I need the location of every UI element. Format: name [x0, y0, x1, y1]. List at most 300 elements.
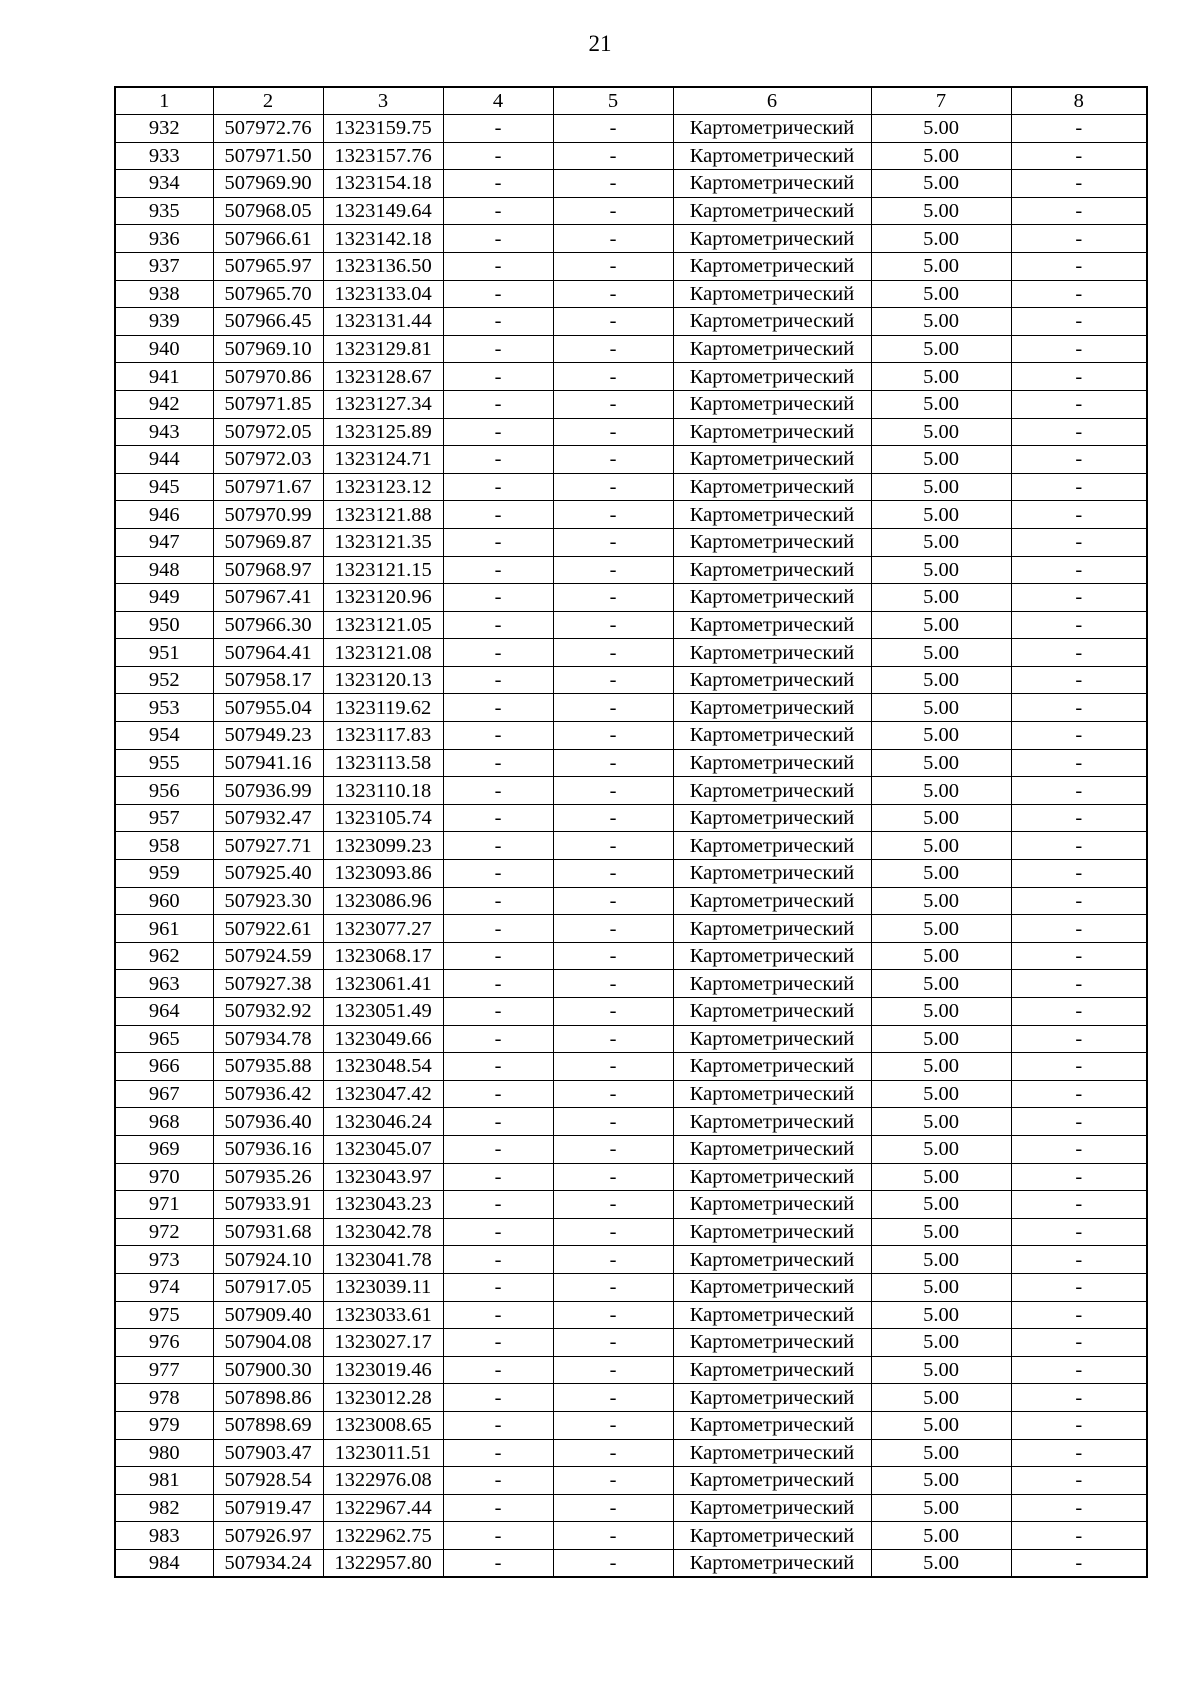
method-cell: Картометрический [673, 363, 871, 391]
y-coordinate-cell: 1323121.15 [323, 556, 443, 584]
accuracy-cell: 5.00 [871, 832, 1011, 860]
accuracy-cell: 5.00 [871, 197, 1011, 225]
col8-cell: - [1011, 473, 1147, 501]
col4-cell: - [443, 1218, 553, 1246]
col8-cell: - [1011, 970, 1147, 998]
y-coordinate-cell: 1322976.08 [323, 1467, 443, 1495]
method-cell: Картометрический [673, 528, 871, 556]
col8-cell: - [1011, 528, 1147, 556]
point-number-cell: 946 [115, 501, 213, 529]
col4-cell: - [443, 1549, 553, 1577]
col5-cell: - [553, 1301, 673, 1329]
x-coordinate-cell: 507936.99 [213, 777, 323, 805]
point-number-cell: 965 [115, 1025, 213, 1053]
col5-cell: - [553, 722, 673, 750]
col4-cell: - [443, 887, 553, 915]
y-coordinate-cell: 1323149.64 [323, 197, 443, 225]
column-header: 6 [673, 87, 871, 115]
col8-cell: - [1011, 584, 1147, 612]
x-coordinate-cell: 507969.90 [213, 170, 323, 198]
col4-cell: - [443, 1163, 553, 1191]
col4-cell: - [443, 584, 553, 612]
point-number-cell: 967 [115, 1080, 213, 1108]
col5-cell: - [553, 1522, 673, 1550]
table-row [115, 308, 1147, 336]
table-row [115, 418, 1147, 446]
x-coordinate-cell: 507964.41 [213, 639, 323, 667]
accuracy-cell: 5.00 [871, 1439, 1011, 1467]
col4-cell: - [443, 915, 553, 943]
x-coordinate-cell: 507936.40 [213, 1108, 323, 1136]
table-row [115, 722, 1147, 750]
x-coordinate-cell: 507925.40 [213, 860, 323, 888]
col8-cell: - [1011, 804, 1147, 832]
method-cell: Картометрический [673, 225, 871, 253]
method-cell: Картометрический [673, 1301, 871, 1329]
col5-cell: - [553, 335, 673, 363]
col5-cell: - [553, 252, 673, 280]
col8-cell: - [1011, 1218, 1147, 1246]
method-cell: Картометрический [673, 887, 871, 915]
x-coordinate-cell: 507924.10 [213, 1246, 323, 1274]
col4-cell: - [443, 666, 553, 694]
col5-cell: - [553, 639, 673, 667]
accuracy-cell: 5.00 [871, 1549, 1011, 1577]
table-row [115, 1108, 1147, 1136]
x-coordinate-cell: 507919.47 [213, 1494, 323, 1522]
accuracy-cell: 5.00 [871, 501, 1011, 529]
table-row [115, 998, 1147, 1026]
accuracy-cell: 5.00 [871, 611, 1011, 639]
col8-cell: - [1011, 1522, 1147, 1550]
x-coordinate-cell: 507927.38 [213, 970, 323, 998]
y-coordinate-cell: 1323049.66 [323, 1025, 443, 1053]
accuracy-cell: 5.00 [871, 804, 1011, 832]
y-coordinate-cell: 1322962.75 [323, 1522, 443, 1550]
table-row [115, 1218, 1147, 1246]
table-row [115, 860, 1147, 888]
x-coordinate-cell: 507966.45 [213, 308, 323, 336]
method-cell: Картометрический [673, 1246, 871, 1274]
y-coordinate-cell: 1323129.81 [323, 335, 443, 363]
x-coordinate-cell: 507903.47 [213, 1439, 323, 1467]
y-coordinate-cell: 1323117.83 [323, 722, 443, 750]
method-cell: Картометрический [673, 777, 871, 805]
col5-cell: - [553, 777, 673, 805]
col5-cell: - [553, 528, 673, 556]
col5-cell: - [553, 197, 673, 225]
col8-cell: - [1011, 335, 1147, 363]
col5-cell: - [553, 694, 673, 722]
accuracy-cell: 5.00 [871, 556, 1011, 584]
x-coordinate-cell: 507932.47 [213, 804, 323, 832]
point-number-cell: 941 [115, 363, 213, 391]
col4-cell: - [443, 1494, 553, 1522]
col5-cell: - [553, 1411, 673, 1439]
col4-cell: - [443, 556, 553, 584]
point-number-cell: 979 [115, 1411, 213, 1439]
method-cell: Картометрический [673, 280, 871, 308]
x-coordinate-cell: 507967.41 [213, 584, 323, 612]
method-cell: Картометрический [673, 556, 871, 584]
col8-cell: - [1011, 1246, 1147, 1274]
x-coordinate-cell: 507898.69 [213, 1411, 323, 1439]
col8-cell: - [1011, 501, 1147, 529]
table-row [115, 1273, 1147, 1301]
col4-cell: - [443, 197, 553, 225]
col8-cell: - [1011, 308, 1147, 336]
table-row [115, 1411, 1147, 1439]
method-cell: Картометрический [673, 1025, 871, 1053]
x-coordinate-cell: 507969.10 [213, 335, 323, 363]
y-coordinate-cell: 1323019.46 [323, 1356, 443, 1384]
col8-cell: - [1011, 280, 1147, 308]
col8-cell: - [1011, 1356, 1147, 1384]
method-cell: Картометрический [673, 142, 871, 170]
col8-cell: - [1011, 1053, 1147, 1081]
x-coordinate-cell: 507923.30 [213, 887, 323, 915]
y-coordinate-cell: 1323086.96 [323, 887, 443, 915]
point-number-cell: 975 [115, 1301, 213, 1329]
table-row [115, 473, 1147, 501]
col8-cell: - [1011, 722, 1147, 750]
point-number-cell: 974 [115, 1273, 213, 1301]
col5-cell: - [553, 887, 673, 915]
method-cell: Картометрический [673, 1439, 871, 1467]
col5-cell: - [553, 1025, 673, 1053]
column-header: 1 [115, 87, 213, 115]
point-number-cell: 971 [115, 1191, 213, 1219]
x-coordinate-cell: 507933.91 [213, 1191, 323, 1219]
col5-cell: - [553, 666, 673, 694]
col5-cell: - [553, 1384, 673, 1412]
accuracy-cell: 5.00 [871, 170, 1011, 198]
col8-cell: - [1011, 390, 1147, 418]
col4-cell: - [443, 142, 553, 170]
accuracy-cell: 5.00 [871, 998, 1011, 1026]
col8-cell: - [1011, 1301, 1147, 1329]
col8-cell: - [1011, 749, 1147, 777]
x-coordinate-cell: 507900.30 [213, 1356, 323, 1384]
point-number-cell: 940 [115, 335, 213, 363]
table-row [115, 1191, 1147, 1219]
col8-cell: - [1011, 1494, 1147, 1522]
x-coordinate-cell: 507972.76 [213, 115, 323, 143]
col4-cell: - [443, 1025, 553, 1053]
y-coordinate-cell: 1323125.89 [323, 418, 443, 446]
x-coordinate-cell: 507931.68 [213, 1218, 323, 1246]
method-cell: Картометрический [673, 1218, 871, 1246]
table-row [115, 1080, 1147, 1108]
accuracy-cell: 5.00 [871, 363, 1011, 391]
col5-cell: - [553, 1191, 673, 1219]
accuracy-cell: 5.00 [871, 1025, 1011, 1053]
point-number-cell: 978 [115, 1384, 213, 1412]
col5-cell: - [553, 142, 673, 170]
col8-cell: - [1011, 252, 1147, 280]
method-cell: Картометрический [673, 197, 871, 225]
x-coordinate-cell: 507926.97 [213, 1522, 323, 1550]
y-coordinate-cell: 1323048.54 [323, 1053, 443, 1081]
method-cell: Картометрический [673, 584, 871, 612]
table-row [115, 1522, 1147, 1550]
table-row [115, 446, 1147, 474]
col4-cell: - [443, 611, 553, 639]
x-coordinate-cell: 507965.97 [213, 252, 323, 280]
x-coordinate-cell: 507934.24 [213, 1549, 323, 1577]
table-row [115, 1329, 1147, 1357]
point-number-cell: 957 [115, 804, 213, 832]
column-header: 3 [323, 87, 443, 115]
method-cell: Картометрический [673, 611, 871, 639]
table-row [115, 335, 1147, 363]
col5-cell: - [553, 170, 673, 198]
y-coordinate-cell: 1323128.67 [323, 363, 443, 391]
x-coordinate-cell: 507968.97 [213, 556, 323, 584]
point-number-cell: 953 [115, 694, 213, 722]
point-number-cell: 956 [115, 777, 213, 805]
y-coordinate-cell: 1323011.51 [323, 1439, 443, 1467]
accuracy-cell: 5.00 [871, 390, 1011, 418]
x-coordinate-cell: 507970.86 [213, 363, 323, 391]
col5-cell: - [553, 1329, 673, 1357]
table-row [115, 887, 1147, 915]
method-cell: Картометрический [673, 804, 871, 832]
point-number-cell: 969 [115, 1135, 213, 1163]
col8-cell: - [1011, 1439, 1147, 1467]
accuracy-cell: 5.00 [871, 1301, 1011, 1329]
y-coordinate-cell: 1323127.34 [323, 390, 443, 418]
col4-cell: - [443, 942, 553, 970]
table-row [115, 915, 1147, 943]
point-number-cell: 945 [115, 473, 213, 501]
y-coordinate-cell: 1323045.07 [323, 1135, 443, 1163]
col4-cell: - [443, 1191, 553, 1219]
method-cell: Картометрический [673, 1053, 871, 1081]
accuracy-cell: 5.00 [871, 1191, 1011, 1219]
point-number-cell: 970 [115, 1163, 213, 1191]
point-number-cell: 950 [115, 611, 213, 639]
point-number-cell: 944 [115, 446, 213, 474]
col8-cell: - [1011, 1273, 1147, 1301]
col4-cell: - [443, 1329, 553, 1357]
col5-cell: - [553, 1080, 673, 1108]
y-coordinate-cell: 1323008.65 [323, 1411, 443, 1439]
y-coordinate-cell: 1323157.76 [323, 142, 443, 170]
point-number-cell: 961 [115, 915, 213, 943]
col4-cell: - [443, 446, 553, 474]
method-cell: Картометрический [673, 942, 871, 970]
x-coordinate-cell: 507971.85 [213, 390, 323, 418]
accuracy-cell: 5.00 [871, 1246, 1011, 1274]
col4-cell: - [443, 694, 553, 722]
point-number-cell: 983 [115, 1522, 213, 1550]
y-coordinate-cell: 1322957.80 [323, 1549, 443, 1577]
table-header-row [115, 87, 1147, 115]
table-row [115, 1246, 1147, 1274]
y-coordinate-cell: 1323105.74 [323, 804, 443, 832]
x-coordinate-cell: 507935.88 [213, 1053, 323, 1081]
x-coordinate-cell: 507927.71 [213, 832, 323, 860]
col5-cell: - [553, 942, 673, 970]
x-coordinate-cell: 507909.40 [213, 1301, 323, 1329]
method-cell: Картометрический [673, 390, 871, 418]
y-coordinate-cell: 1323051.49 [323, 998, 443, 1026]
x-coordinate-cell: 507971.67 [213, 473, 323, 501]
table-row [115, 666, 1147, 694]
table-row [115, 363, 1147, 391]
method-cell: Картометрический [673, 1273, 871, 1301]
method-cell: Картометрический [673, 1411, 871, 1439]
accuracy-cell: 5.00 [871, 142, 1011, 170]
col8-cell: - [1011, 556, 1147, 584]
accuracy-cell: 5.00 [871, 915, 1011, 943]
table-row [115, 1135, 1147, 1163]
col8-cell: - [1011, 1549, 1147, 1577]
point-number-cell: 942 [115, 390, 213, 418]
table-row [115, 1356, 1147, 1384]
col8-cell: - [1011, 1384, 1147, 1412]
y-coordinate-cell: 1323121.08 [323, 639, 443, 667]
col4-cell: - [443, 1080, 553, 1108]
y-coordinate-cell: 1323033.61 [323, 1301, 443, 1329]
accuracy-cell: 5.00 [871, 1522, 1011, 1550]
col8-cell: - [1011, 694, 1147, 722]
table-row [115, 1494, 1147, 1522]
table-row [115, 280, 1147, 308]
table-row [115, 1301, 1147, 1329]
col5-cell: - [553, 473, 673, 501]
col5-cell: - [553, 390, 673, 418]
table-row [115, 970, 1147, 998]
table-row [115, 1053, 1147, 1081]
accuracy-cell: 5.00 [871, 1356, 1011, 1384]
col5-cell: - [553, 1218, 673, 1246]
method-cell: Картометрический [673, 170, 871, 198]
accuracy-cell: 5.00 [871, 887, 1011, 915]
col4-cell: - [443, 1384, 553, 1412]
method-cell: Картометрический [673, 252, 871, 280]
col5-cell: - [553, 1494, 673, 1522]
accuracy-cell: 5.00 [871, 1218, 1011, 1246]
coordinates-table [114, 86, 1148, 1578]
accuracy-cell: 5.00 [871, 1163, 1011, 1191]
y-coordinate-cell: 1323154.18 [323, 170, 443, 198]
method-cell: Картометрический [673, 418, 871, 446]
accuracy-cell: 5.00 [871, 694, 1011, 722]
accuracy-cell: 5.00 [871, 335, 1011, 363]
col8-cell: - [1011, 418, 1147, 446]
col5-cell: - [553, 860, 673, 888]
method-cell: Картометрический [673, 1384, 871, 1412]
x-coordinate-cell: 507917.05 [213, 1273, 323, 1301]
x-coordinate-cell: 507934.78 [213, 1025, 323, 1053]
col4-cell: - [443, 335, 553, 363]
col8-cell: - [1011, 1411, 1147, 1439]
y-coordinate-cell: 1323159.75 [323, 115, 443, 143]
col4-cell: - [443, 363, 553, 391]
y-coordinate-cell: 1323120.96 [323, 584, 443, 612]
col5-cell: - [553, 1053, 673, 1081]
col5-cell: - [553, 225, 673, 253]
y-coordinate-cell: 1323027.17 [323, 1329, 443, 1357]
x-coordinate-cell: 507949.23 [213, 722, 323, 750]
x-coordinate-cell: 507965.70 [213, 280, 323, 308]
col5-cell: - [553, 308, 673, 336]
column-header: 8 [1011, 87, 1147, 115]
table-row [115, 777, 1147, 805]
table-row [115, 1467, 1147, 1495]
point-number-cell: 982 [115, 1494, 213, 1522]
col4-cell: - [443, 473, 553, 501]
table-row [115, 1384, 1147, 1412]
table-row [115, 556, 1147, 584]
table-row [115, 501, 1147, 529]
point-number-cell: 960 [115, 887, 213, 915]
page-number: 21 [588, 31, 612, 56]
col8-cell: - [1011, 225, 1147, 253]
col4-cell: - [443, 722, 553, 750]
point-number-cell: 954 [115, 722, 213, 750]
table-row [115, 142, 1147, 170]
y-coordinate-cell: 1323043.97 [323, 1163, 443, 1191]
col4-cell: - [443, 390, 553, 418]
point-number-cell: 935 [115, 197, 213, 225]
table-row [115, 170, 1147, 198]
accuracy-cell: 5.00 [871, 749, 1011, 777]
col5-cell: - [553, 1356, 673, 1384]
col5-cell: - [553, 804, 673, 832]
col8-cell: - [1011, 887, 1147, 915]
x-coordinate-cell: 507924.59 [213, 942, 323, 970]
x-coordinate-cell: 507936.16 [213, 1135, 323, 1163]
col8-cell: - [1011, 639, 1147, 667]
y-coordinate-cell: 1323043.23 [323, 1191, 443, 1219]
table-row [115, 1439, 1147, 1467]
col4-cell: - [443, 1246, 553, 1274]
point-number-cell: 972 [115, 1218, 213, 1246]
method-cell: Картометрический [673, 1467, 871, 1495]
col4-cell: - [443, 639, 553, 667]
accuracy-cell: 5.00 [871, 639, 1011, 667]
col5-cell: - [553, 970, 673, 998]
method-cell: Картометрический [673, 308, 871, 336]
y-coordinate-cell: 1323121.35 [323, 528, 443, 556]
col4-cell: - [443, 1356, 553, 1384]
col5-cell: - [553, 418, 673, 446]
accuracy-cell: 5.00 [871, 1273, 1011, 1301]
method-cell: Картометрический [673, 666, 871, 694]
accuracy-cell: 5.00 [871, 280, 1011, 308]
point-number-cell: 947 [115, 528, 213, 556]
x-coordinate-cell: 507935.26 [213, 1163, 323, 1191]
table-row [115, 390, 1147, 418]
col4-cell: - [443, 1301, 553, 1329]
accuracy-cell: 5.00 [871, 1135, 1011, 1163]
method-cell: Картометрический [673, 501, 871, 529]
col5-cell: - [553, 446, 673, 474]
col4-cell: - [443, 308, 553, 336]
y-coordinate-cell: 1323133.04 [323, 280, 443, 308]
x-coordinate-cell: 507966.30 [213, 611, 323, 639]
method-cell: Картометрический [673, 473, 871, 501]
method-cell: Картометрический [673, 1080, 871, 1108]
col4-cell: - [443, 1522, 553, 1550]
y-coordinate-cell: 1323061.41 [323, 970, 443, 998]
col4-cell: - [443, 777, 553, 805]
method-cell: Картометрический [673, 1494, 871, 1522]
column-header: 2 [213, 87, 323, 115]
